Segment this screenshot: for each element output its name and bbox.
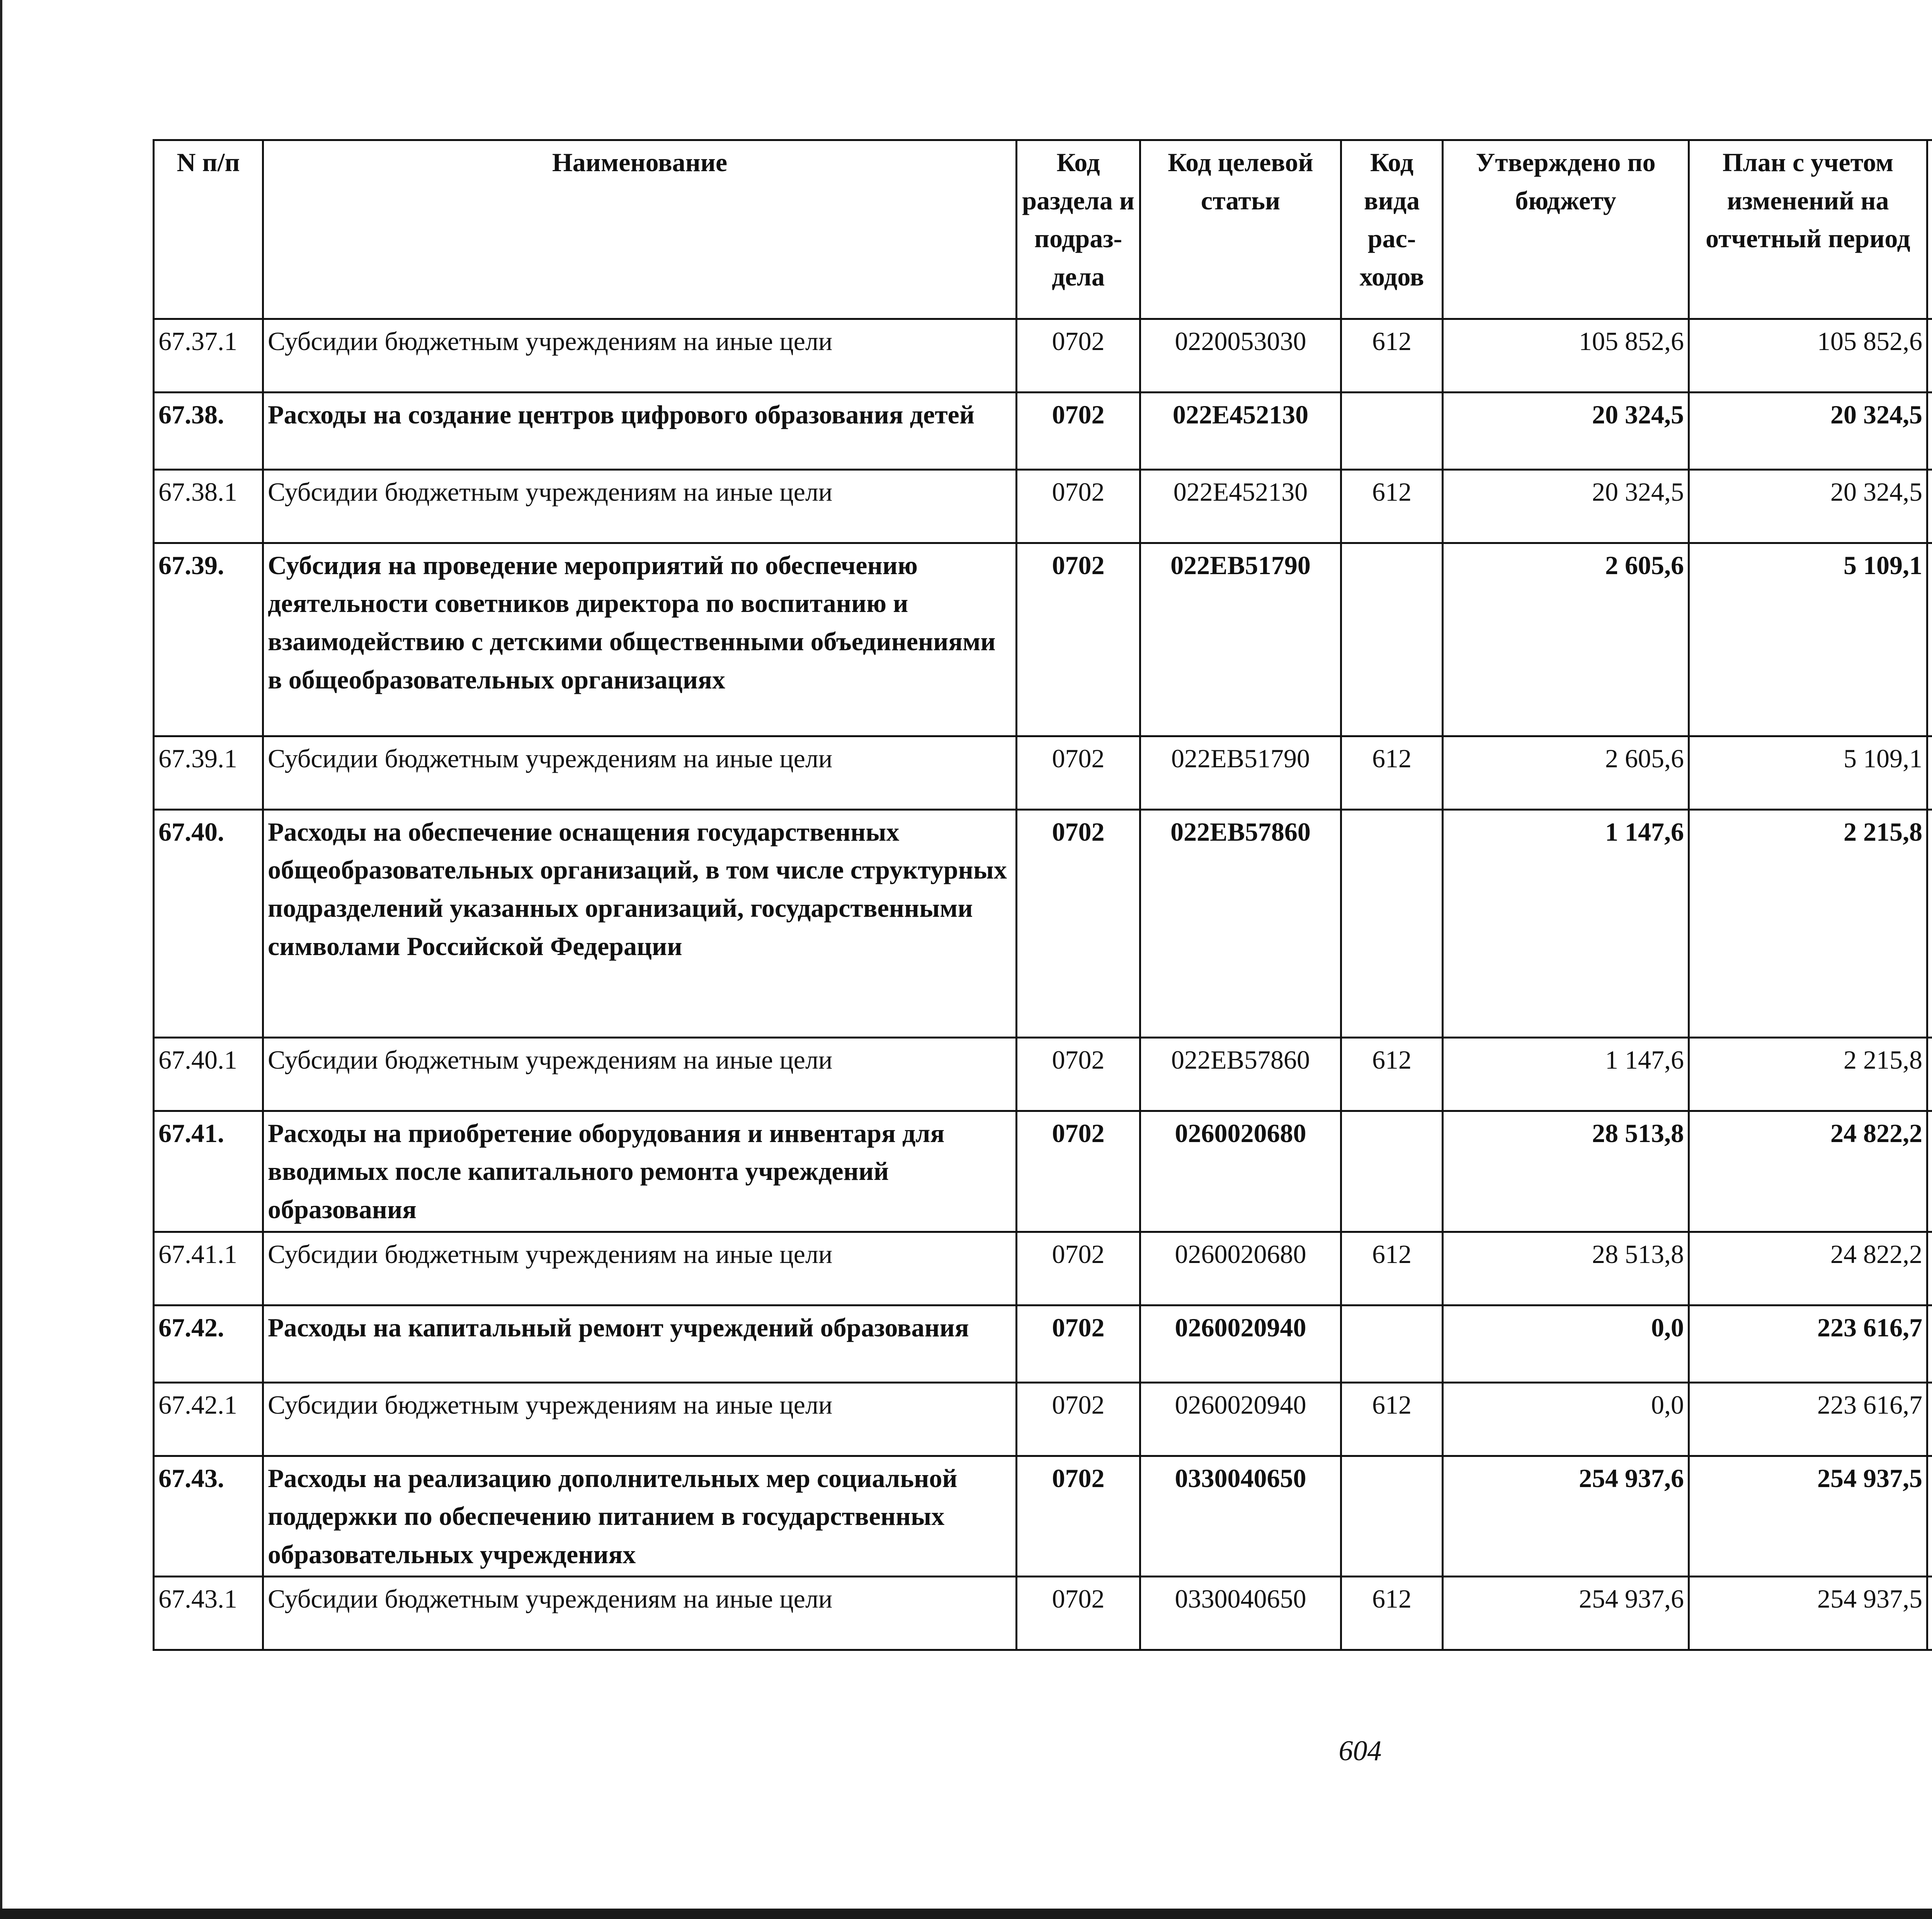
row-plan: 254 937,5 xyxy=(1689,1456,1927,1577)
row-section-code: 0702 xyxy=(1017,1037,1140,1111)
row-expense-type: 612 xyxy=(1341,1232,1443,1305)
row-approved: 105 852,6 xyxy=(1443,319,1689,392)
row-section-code: 0702 xyxy=(1017,1111,1140,1232)
row-number: 67.40.1 xyxy=(154,1037,263,1111)
row-target-code: 0260020680 xyxy=(1140,1232,1341,1305)
row-approved: 28 513,8 xyxy=(1443,1111,1689,1232)
row-approved: 2 605,6 xyxy=(1443,543,1689,736)
row-expense-type xyxy=(1341,543,1443,736)
table-row xyxy=(154,1577,1932,1650)
row-number: 67.39. xyxy=(154,543,263,736)
row-plan: 5 109,1 xyxy=(1689,736,1927,809)
row-name: Расходы на создание центров цифрового образования детей xyxy=(263,392,1017,469)
row-approved: 20 324,5 xyxy=(1443,469,1689,543)
row-number: 67.42.1 xyxy=(154,1382,263,1456)
row-target-code: 022Е452130 xyxy=(1140,392,1341,469)
header-approved: Утверждено по бюджету xyxy=(1443,140,1689,319)
row-plan: 2 215,8 xyxy=(1689,1037,1927,1111)
row-expense-type xyxy=(1341,392,1443,469)
table-row xyxy=(154,392,1932,469)
header-section-code: Код раздела и подраз-дела xyxy=(1017,140,1140,319)
table-row xyxy=(154,319,1932,392)
row-approved: 254 937,6 xyxy=(1443,1577,1689,1650)
row-executed xyxy=(1927,809,1932,1037)
row-name: Субсидия на проведение мероприятий по обеспечению деятельности советников директора по воспитанию и взаимодействию с детскими общественными объединениями в общеобразовательных организациях xyxy=(263,543,1017,736)
row-section-code: 0702 xyxy=(1017,1232,1140,1305)
row-expense-type: 612 xyxy=(1341,736,1443,809)
row-section-code: 0702 xyxy=(1017,1305,1140,1382)
row-expense-type xyxy=(1341,1111,1443,1232)
row-name: Расходы на приобретение оборудования и инвентаря для вводимых после капитального ремонта учреждений образования xyxy=(263,1111,1017,1232)
row-executed xyxy=(1927,736,1932,809)
row-number: 67.37.1 xyxy=(154,319,263,392)
row-plan: 24 822,2 xyxy=(1689,1111,1927,1232)
row-executed xyxy=(1927,1037,1932,1111)
row-target-code: 022ЕВ51790 xyxy=(1140,736,1341,809)
row-number: 67.41.1 xyxy=(154,1232,263,1305)
header-expense-type: Код вида рас-ходов xyxy=(1341,140,1443,319)
table-body xyxy=(154,319,1932,1650)
header-executed xyxy=(1927,140,1932,319)
row-plan: 20 324,5 xyxy=(1689,392,1927,469)
row-section-code: 0702 xyxy=(1017,392,1140,469)
table-row xyxy=(154,1456,1932,1577)
row-section-code: 0702 xyxy=(1017,1382,1140,1456)
row-name: Субсидии бюджетным учреждениям на иные цели xyxy=(263,319,1017,392)
table-row xyxy=(154,1232,1932,1305)
row-section-code: 0702 xyxy=(1017,1577,1140,1650)
row-target-code: 0260020940 xyxy=(1140,1382,1341,1456)
row-expense-type xyxy=(1341,809,1443,1037)
row-executed xyxy=(1927,1456,1932,1577)
row-name: Субсидии бюджетным учреждениям на иные цели xyxy=(263,736,1017,809)
table-row xyxy=(154,1382,1932,1456)
table-row xyxy=(154,1305,1932,1382)
row-approved: 1 147,6 xyxy=(1443,809,1689,1037)
row-approved: 2 605,6 xyxy=(1443,736,1689,809)
page-number: 604 xyxy=(1338,1735,1382,1767)
row-target-code: 0260020680 xyxy=(1140,1111,1341,1232)
row-number: 67.40. xyxy=(154,809,263,1037)
table-row xyxy=(154,809,1932,1037)
row-target-code: 022Е452130 xyxy=(1140,469,1341,543)
row-target-code: 0330040650 xyxy=(1140,1577,1341,1650)
row-name: Субсидии бюджетным учреждениям на иные цели xyxy=(263,1232,1017,1305)
table-row xyxy=(154,1037,1932,1111)
row-target-code: 0220053030 xyxy=(1140,319,1341,392)
row-expense-type: 612 xyxy=(1341,1037,1443,1111)
row-name: Расходы на капитальный ремонт учреждений образования xyxy=(263,1305,1017,1382)
row-expense-type: 612 xyxy=(1341,1382,1443,1456)
row-section-code: 0702 xyxy=(1017,319,1140,392)
row-executed xyxy=(1927,1305,1932,1382)
row-plan: 5 109,1 xyxy=(1689,543,1927,736)
row-executed xyxy=(1927,469,1932,543)
row-executed xyxy=(1927,543,1932,736)
budget-execution-table xyxy=(153,139,1932,1651)
header-name: Наименование xyxy=(263,140,1017,319)
row-plan: 223 616,7 xyxy=(1689,1382,1927,1456)
row-number: 67.38. xyxy=(154,392,263,469)
header-plan: План с учетом изменений на отчетный период xyxy=(1689,140,1927,319)
row-section-code: 0702 xyxy=(1017,543,1140,736)
row-plan: 105 852,6 xyxy=(1689,319,1927,392)
row-approved: 1 147,6 xyxy=(1443,1037,1689,1111)
row-expense-type: 612 xyxy=(1341,1577,1443,1650)
row-section-code: 0702 xyxy=(1017,809,1140,1037)
row-approved: 0,0 xyxy=(1443,1305,1689,1382)
row-expense-type xyxy=(1341,1456,1443,1577)
row-executed xyxy=(1927,1577,1932,1650)
row-section-code: 0702 xyxy=(1017,736,1140,809)
row-approved: 254 937,6 xyxy=(1443,1456,1689,1577)
table-row xyxy=(154,543,1932,736)
row-target-code: 022ЕВ57860 xyxy=(1140,1037,1341,1111)
table-row xyxy=(154,736,1932,809)
row-plan: 2 215,8 xyxy=(1689,809,1927,1037)
row-section-code: 0702 xyxy=(1017,1456,1140,1577)
row-name: Субсидии бюджетным учреждениям на иные цели xyxy=(263,1037,1017,1111)
row-approved: 0,0 xyxy=(1443,1382,1689,1456)
row-number: 67.38.1 xyxy=(154,469,263,543)
scan-bottom-strip xyxy=(0,1909,1932,1919)
row-target-code: 0260020940 xyxy=(1140,1305,1341,1382)
row-approved: 20 324,5 xyxy=(1443,392,1689,469)
row-executed xyxy=(1927,1232,1932,1305)
row-plan: 20 324,5 xyxy=(1689,469,1927,543)
row-number: 67.39.1 xyxy=(154,736,263,809)
row-name: Субсидии бюджетным учреждениям на иные цели xyxy=(263,1577,1017,1650)
row-number: 67.42. xyxy=(154,1305,263,1382)
row-name: Расходы на реализацию дополнительных мер социальной поддержки по обеспечению питанием в государственных образовательных учреждениях xyxy=(263,1456,1017,1577)
row-executed xyxy=(1927,1111,1932,1232)
row-executed xyxy=(1927,392,1932,469)
row-number: 67.43. xyxy=(154,1456,263,1577)
row-plan: 254 937,5 xyxy=(1689,1577,1927,1650)
row-expense-type: 612 xyxy=(1341,469,1443,543)
row-target-code: 022ЕВ51790 xyxy=(1140,543,1341,736)
header-target-code: Код целевой статьи xyxy=(1140,140,1341,319)
row-plan: 223 616,7 xyxy=(1689,1305,1927,1382)
row-name: Расходы на обеспечение оснащения государственных общеобразовательных организаций, в том числе структурных подразделений указанных организаций, государственными символами Российской Федерации xyxy=(263,809,1017,1037)
row-number: 67.41. xyxy=(154,1111,263,1232)
row-target-code: 0330040650 xyxy=(1140,1456,1341,1577)
row-executed xyxy=(1927,319,1932,392)
table-row xyxy=(154,469,1932,543)
row-section-code: 0702 xyxy=(1017,469,1140,543)
row-name: Субсидии бюджетным учреждениям на иные цели xyxy=(263,469,1017,543)
row-number: 67.43.1 xyxy=(154,1577,263,1650)
row-target-code: 022ЕВ57860 xyxy=(1140,809,1341,1037)
row-executed xyxy=(1927,1382,1932,1456)
table-row xyxy=(154,1111,1932,1232)
row-plan: 24 822,2 xyxy=(1689,1232,1927,1305)
row-expense-type: 612 xyxy=(1341,319,1443,392)
row-name: Субсидии бюджетным учреждениям на иные цели xyxy=(263,1382,1017,1456)
row-approved: 28 513,8 xyxy=(1443,1232,1689,1305)
header-num: N п/п xyxy=(154,140,263,319)
row-expense-type xyxy=(1341,1305,1443,1382)
